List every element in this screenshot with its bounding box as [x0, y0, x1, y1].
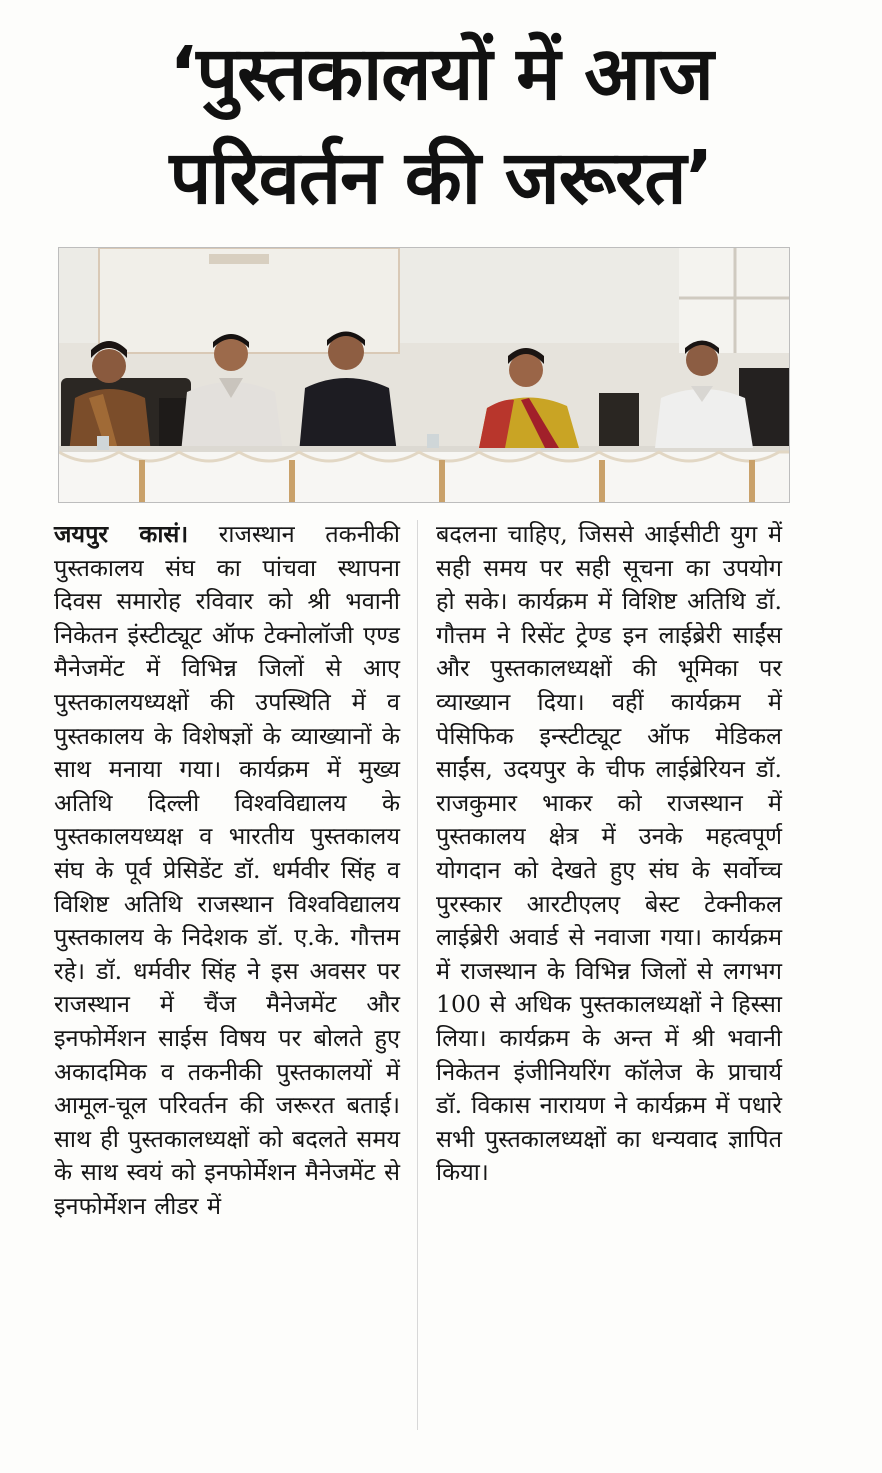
- event-photo-icon: [59, 248, 790, 503]
- article-column-right: [436, 518, 782, 1190]
- article-body-right: बदलना चाहिए, जिससे आईसीटी युग में सही समय पर सही सूचना का उपयोग हो सके। कार्यक्रम में विशिष्ट अतिथि डॉ. गौत्तम ने रिसेंट ट्रेण्ड इन लाईब्रेरी साईंस और पुस्तकालध्यक्षों की भूमिका पर व्याख्यान दिया। वहीं कार्यक्रम में पेसिफिक इन्स्टीट्यूट ऑफ मेडिकल साईंस, उदयपुर के चीफ लाईब्रेरियन डॉ. राजकुमार भाकर को राजस्थान में पुस्तकालय क्षेत्र में उनके महत्वपूर्ण योगदान को देखते हुए संघ के सर्वोच्च पुरस्कार आरटीएलए बेस्ट टेक्नीकल लाईब्रेरी अवार्ड से नवाजा गया। कार्यक्रम में राजस्थान के विभिन्न जिलों से लगभग 100 से अधिक पुस्तकालध्यक्षों ने हिस्सा लिया। कार्यक्रम के अन्त में श्री भवानी निकेतन इंजीनियरिंग कॉलेज के प्राचार्य डॉ. विकास नारायण ने कार्यक्रम में पधारे सभी पुस्तकालध्यक्षों का धन्यवाद ज्ञापित किया।: [436, 520, 782, 1187]
- article-dateline: जयपुर कासं।: [54, 520, 189, 548]
- headline-line-1: ‘पुस्तकालयों में आज: [169, 31, 713, 117]
- column-divider: [417, 520, 418, 1430]
- article-column-left: [54, 518, 400, 1223]
- headline: [40, 22, 842, 230]
- article-body-left: राजस्थान तकनीकी पुस्तकालय संघ का पांचवा स्थापना दिवस समारोह रविवार को श्री भवानी निकेतन इंस्टीट्यूट ऑफ टेक्नोलॉजी एण्ड मैनेजमेंट में विभिन्न जिलों से आए पुस्तकालयध्यक्षों की उपस्थिति में व पुस्तकालय के विशेषज्ञों के व्याख्यानों के साथ मनाया गया। कार्यक्रम में मुख्य अतिथि दिल्ली विश्वविद्यालय के पुस्तकालयध्यक्ष व भारतीय पुस्तकालय संघ के पूर्व प्रेसिडेंट डॉ. धर्मवीर सिंह व विशिष्ट अतिथि राजस्थान विश्वविद्यालय पुस्तकालय के निदेशक डॉ. ए.के. गौत्तम रहे। डॉ. धर्मवीर सिंह ने इस अवसर पर राजस्थान में चैंज मैनेजमेंट और इनफोर्मेशन साईस विषय पर बोलते हुए अकादमिक व तकनीकी पुस्तकालयों में आमूल-चूल परिवर्तन की जरूरत बताई। साथ ही पुस्तकालध्यक्षों को बदलते समय के साथ स्वयं को इनफोर्मेशन मैनेजमेंट से इनफोर्मेशन लीडर में: [54, 520, 400, 1220]
- headline-line-2: परिवर्तन की जरूरत’: [169, 135, 713, 221]
- event-photo: [58, 247, 790, 503]
